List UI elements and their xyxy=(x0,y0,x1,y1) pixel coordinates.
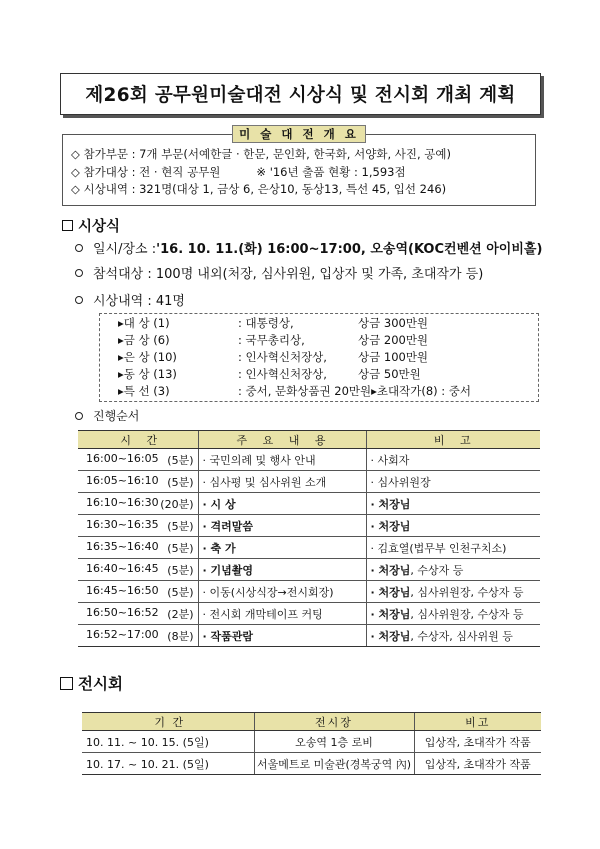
section-heading-text: 전시회 xyxy=(78,675,123,693)
note-emphasis: · 처장님 xyxy=(370,563,411,577)
time-cell xyxy=(78,449,198,471)
note-cell xyxy=(366,537,540,559)
content-cell: · 심사평 및 심사위원 소개 xyxy=(198,471,366,493)
time-text: 16:00~16:05 xyxy=(86,451,159,465)
time-text: 16:05~16:10 xyxy=(86,473,159,487)
column-header: 비 고 xyxy=(366,431,540,449)
note-cell xyxy=(366,581,540,603)
awards-heading-text: 시상내역 : 41명 xyxy=(93,294,185,309)
note-text: , 수상자, 심사위원 등 xyxy=(410,629,513,643)
time-text: 16:45~16:50 xyxy=(86,583,159,597)
content-cell: · 축 가 xyxy=(198,537,366,559)
square-bullet-icon xyxy=(62,220,73,231)
overview-box xyxy=(62,134,536,206)
section-heading-text: 시상식 xyxy=(78,219,121,235)
overview-text: ◇ 시상내역 : 321명(대상 1, 금상 6, 은상10, 동상13, 특선 45, 입선 246) xyxy=(71,182,447,196)
award-name: ▸특 선 (3) xyxy=(118,384,170,398)
document-title: 제26회 공무원미술대전 시상식 및 전시회 개최 계획 xyxy=(60,73,541,115)
table-row xyxy=(78,559,540,581)
award-money: ▸초대작가(8) : 중서 xyxy=(371,384,472,398)
exhibition-table xyxy=(82,712,541,775)
award-row xyxy=(118,332,538,349)
award-money: 상금 50만원 xyxy=(358,367,421,381)
award-row xyxy=(118,366,538,383)
note-text: · 사회자 xyxy=(370,453,410,467)
table-row xyxy=(82,753,541,775)
note-cell xyxy=(366,625,540,647)
table-header-row xyxy=(82,713,541,731)
time-cell xyxy=(78,559,198,581)
award-name: ▸동 상 (13) xyxy=(118,367,177,381)
duration-text: (5분) xyxy=(167,585,194,599)
note-cell xyxy=(366,603,540,625)
table-row xyxy=(78,493,540,515)
circle-bullet-icon xyxy=(75,269,83,277)
table-row xyxy=(78,515,540,537)
note-text: · 심사위원장 xyxy=(370,475,431,489)
overview-note: ※ '16년 출품 현황 : 1,593점 xyxy=(256,164,406,179)
period-cell: 10. 11. ~ 10. 15. (5일) xyxy=(82,731,254,753)
time-cell xyxy=(78,471,198,493)
awards-box xyxy=(99,313,539,402)
time-cell xyxy=(78,537,198,559)
table-row xyxy=(78,581,540,603)
note-cell xyxy=(366,559,540,581)
note-emphasis: · 처장님 xyxy=(370,585,411,599)
content-cell: · 이동(시상식장→전시회장) xyxy=(198,581,366,603)
content-cell: · 기념촬영 xyxy=(198,559,366,581)
table-header-row xyxy=(78,431,540,449)
duration-text: (5분) xyxy=(167,563,194,577)
datetime-value: '16. 10. 11.(화) 16:00~17:00, 오송역(KOC컨벤션 아이비홀) xyxy=(156,242,543,257)
datetime-line xyxy=(75,238,542,257)
section-heading-exhibition xyxy=(60,672,123,694)
time-text: 16:52~17:00 xyxy=(86,627,159,641)
time-cell xyxy=(78,625,198,647)
content-cell: · 전시회 개막테이프 커팅 xyxy=(198,603,366,625)
award-name: ▸금 상 (6) xyxy=(118,333,170,347)
note-text: , 수상자 등 xyxy=(410,563,464,577)
award-prize: : 중서, 문화상품권 20만원 xyxy=(238,384,372,398)
note-emphasis: · 처장님 xyxy=(370,629,411,643)
overview-text: ◇ 참가대상 : 전 · 현직 공무원 xyxy=(71,164,221,179)
period-cell: 10. 17. ~ 10. 21. (5일) xyxy=(82,753,254,775)
award-prize: : 국무총리상, xyxy=(238,333,305,347)
duration-text: (2분) xyxy=(167,607,194,621)
duration-text: (5분) xyxy=(167,453,194,467)
attendees-line xyxy=(75,263,483,282)
duration-text: (5분) xyxy=(167,541,194,555)
datetime-label: 일시/장소 : xyxy=(93,242,157,257)
time-text: 16:30~16:35 xyxy=(86,517,159,531)
content-cell: · 작품관람 xyxy=(198,625,366,647)
table-row xyxy=(78,625,540,647)
award-row xyxy=(118,349,538,366)
column-header: 기 간 xyxy=(82,713,254,731)
table-row xyxy=(78,603,540,625)
content-cell: · 국민의례 및 행사 안내 xyxy=(198,449,366,471)
note-text: , 심사위원장, 수상자 등 xyxy=(410,607,524,621)
time-cell xyxy=(78,493,198,515)
award-prize: : 인사혁신처장상, xyxy=(238,367,327,381)
table-row xyxy=(82,731,541,753)
progress-heading-text: 진행순서 xyxy=(93,409,140,423)
note-cell xyxy=(366,493,540,515)
table-row xyxy=(78,449,540,471)
venue-cell: 오송역 1층 로비 xyxy=(254,731,414,753)
overview-line xyxy=(71,181,535,199)
award-row xyxy=(118,315,538,332)
column-header: 시 간 xyxy=(78,431,198,449)
award-prize: : 대통령상, xyxy=(238,316,294,330)
note-text: · 김효열(법무부 인천구치소) xyxy=(370,541,507,555)
circle-bullet-icon xyxy=(75,412,83,420)
time-cell xyxy=(78,515,198,537)
award-row xyxy=(118,383,538,400)
note-cell xyxy=(366,471,540,493)
award-money: 상금 100만원 xyxy=(358,350,429,364)
overview-tag: 미 술 대 전 개 요 xyxy=(232,125,366,143)
award-money: 상금 200만원 xyxy=(358,333,429,347)
attendees-text: 참석대상 : 100명 내외(처장, 심사위원, 입상자 및 가족, 초대작가 등) xyxy=(93,267,484,282)
time-text: 16:10~16:30 xyxy=(86,495,159,509)
section-heading-ceremony xyxy=(62,215,120,236)
note-text: , 심사위원장, 수상자 등 xyxy=(410,585,524,599)
program-table xyxy=(78,430,540,647)
time-text: 16:35~16:40 xyxy=(86,539,159,553)
circle-bullet-icon xyxy=(75,244,83,252)
time-cell xyxy=(78,603,198,625)
circle-bullet-icon xyxy=(75,296,83,304)
note-cell: 입상작, 초대작가 작품 xyxy=(414,731,541,753)
duration-text: (5분) xyxy=(167,475,194,489)
time-cell xyxy=(78,581,198,603)
note-emphasis: · 처장님 xyxy=(370,607,411,621)
column-header: 주 요 내 용 xyxy=(198,431,366,449)
column-header: 비고 xyxy=(414,713,541,731)
venue-cell: 서울메트로 미술관(경복궁역 內) xyxy=(254,753,414,775)
awards-heading-line xyxy=(75,290,185,309)
square-bullet-icon xyxy=(60,677,73,690)
note-emphasis: · 처장님 xyxy=(370,497,411,511)
note-cell xyxy=(366,515,540,537)
table-row xyxy=(78,471,540,493)
duration-text: (5분) xyxy=(167,519,194,533)
award-name: ▸은 상 (10) xyxy=(118,350,177,364)
table-row xyxy=(78,537,540,559)
note-cell: 입상작, 초대작가 작품 xyxy=(414,753,541,775)
award-name: ▸대 상 (1) xyxy=(118,316,170,330)
overview-text: ◇ 참가부문 : 7개 부문(서예한글 · 한문, 문인화, 한국화, 서양화, 사진, 공예) xyxy=(71,147,451,161)
duration-text: (20분) xyxy=(160,497,194,511)
content-cell: · 격려말씀 xyxy=(198,515,366,537)
progress-heading-line xyxy=(75,407,139,424)
award-money: 상금 300만원 xyxy=(358,316,429,330)
overview-line xyxy=(71,146,535,164)
content-cell: · 시 상 xyxy=(198,493,366,515)
time-text: 16:40~16:45 xyxy=(86,561,159,575)
note-emphasis: · 처장님 xyxy=(370,519,411,533)
note-cell xyxy=(366,449,540,471)
duration-text: (8분) xyxy=(167,629,194,643)
time-text: 16:50~16:52 xyxy=(86,605,159,619)
column-header: 전시장 xyxy=(254,713,414,731)
overview-line xyxy=(71,164,535,182)
award-prize: : 인사혁신처장상, xyxy=(238,350,327,364)
